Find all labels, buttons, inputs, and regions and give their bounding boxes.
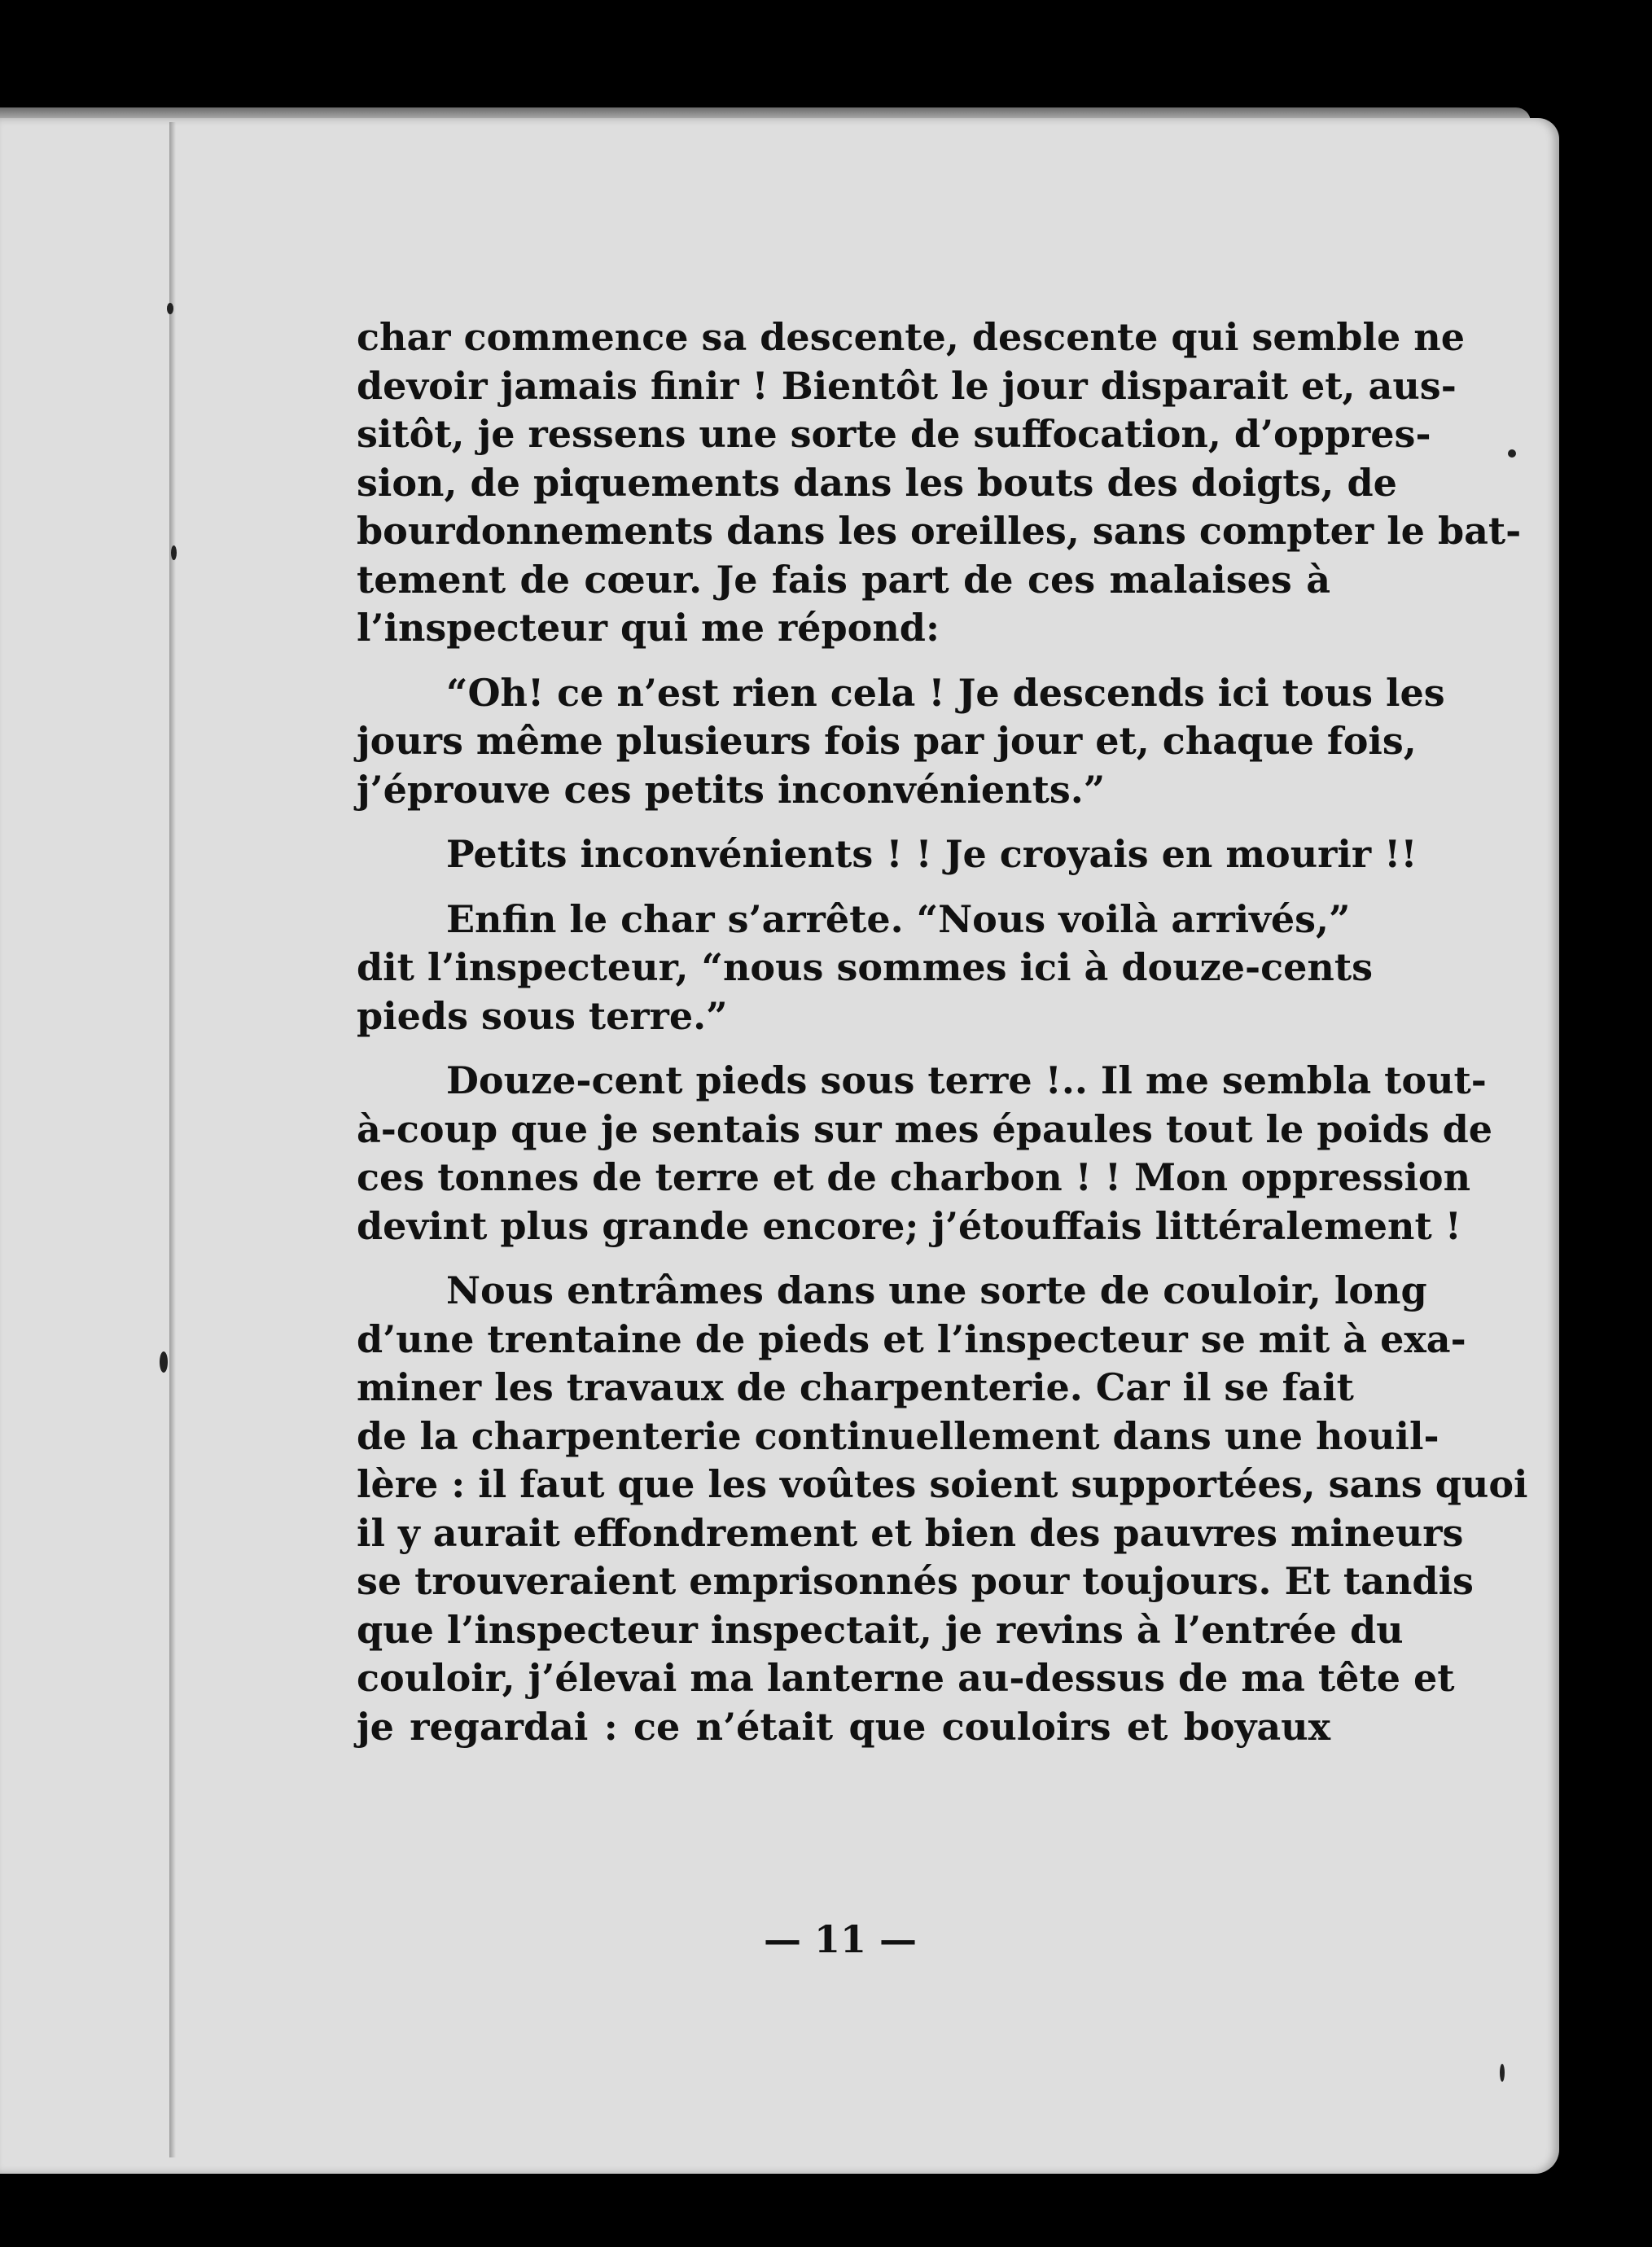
paragraph-1 [357,313,1522,653]
text-line: lère : il faut que les voûtes soient supportées, sans quoi [357,1462,1528,1506]
text-line: miner les travaux de charpenterie. Car il se fait [357,1365,1354,1409]
text-line: couloir, j’élevai ma lanterne au-dessus de ma tête et [357,1656,1455,1700]
text-line: sion, de piquements dans les bouts des doigts, de [357,460,1397,505]
scan-speck [171,545,177,560]
text-line: se trouveraient emprisonnés pour toujours. Et tandis [357,1559,1474,1603]
text-line: char commence sa descente, descente qui semble ne [357,315,1465,359]
text-line: jours même plusieurs fois par jour et, chaque fois, [357,719,1417,763]
body-text [357,313,1528,1751]
text-line: devint plus grande encore; j’étouffais littéralement ! [357,1203,1461,1248]
paragraph-gap [357,1040,1330,1057]
scan-speck [167,303,173,314]
text-line: à-coup que je sentais sur mes épaules tout le poids de [357,1106,1493,1151]
text-line: devoir jamais finir ! Bientôt le jour disparait et, aus- [357,363,1457,408]
scan-speck [160,1351,168,1373]
text-line: Petits inconvénients ! ! Je croyais en mourir !! [446,832,1418,876]
page-gutter-shadow [169,122,176,2157]
scan-speck [1500,2064,1505,2082]
text-line: tement de cœur. Je fais part de ces malaises à [357,557,1330,602]
paragraph-4 [357,896,1373,1041]
paragraph-6 [357,1267,1528,1751]
text-line: je regardai : ce n’était que couloirs et boyaux [357,1704,1330,1749]
text-line: “Oh! ce n’est rien cela ! Je descends ici tous les [446,670,1445,715]
paragraph-gap [357,1251,1330,1267]
text-line: Douze-cent pieds sous terre !.. Il me sembla tout- [446,1058,1487,1102]
text-line: de la charpenterie continuellement dans une houil- [357,1413,1439,1458]
text-line: d’une trentaine de pieds et l’inspecteur se mit à exa- [357,1316,1466,1361]
paragraph-5 [357,1057,1493,1251]
text-line: sitôt, je ressens une sorte de suffocation, d’oppres- [357,412,1431,456]
text-line: que l’inspecteur inspectait, je revins à l’entrée du [357,1607,1404,1652]
text-line: pieds sous terre.” [357,993,728,1038]
paragraph-gap [357,814,1330,830]
text-line: Nous entrâmes dans une sorte de couloir, long [446,1268,1427,1312]
scan-speck [1508,449,1516,458]
text-line: Enfin le char s’arrête. “Nous voilà arrivés,” [446,896,1351,941]
text-line: l’inspecteur qui me répond: [357,606,940,650]
paragraph-2 [357,669,1445,815]
text-line: ces tonnes de terre et de charbon ! ! Mon oppression [357,1155,1471,1199]
text-line: il y aurait effondrement et bien des pauvres mineurs [357,1510,1464,1555]
paragraph-3 [357,830,1418,879]
text-line: bourdonnements dans les oreilles, sans compter le bat- [357,509,1522,553]
text-line: j’éprouve ces petits inconvénients.” [357,767,1106,812]
paragraph-gap [357,879,1330,896]
page-number: — 11 — [763,1917,918,1961]
text-line: dit l’inspecteur, “nous sommes ici à douze-cents [357,945,1373,989]
paragraph-gap [357,653,1330,669]
